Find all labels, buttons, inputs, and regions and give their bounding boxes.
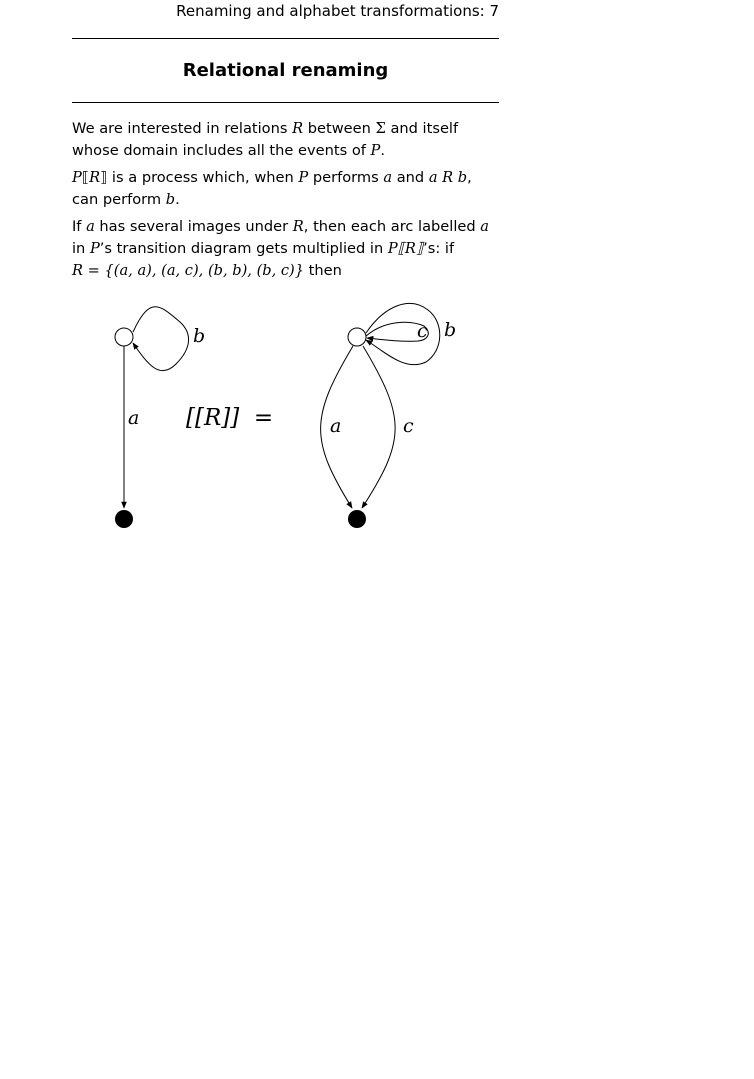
left-label-b: b	[193, 325, 206, 347]
right-final-state	[348, 510, 366, 528]
left-final-state	[115, 510, 133, 528]
math-a: a	[383, 169, 393, 186]
math-a: a	[480, 218, 489, 235]
text: .	[380, 142, 386, 159]
text: then	[304, 262, 342, 279]
math-bracket-open: ⟦	[81, 169, 90, 186]
slide-title: Relational renaming	[182, 60, 389, 81]
text: and itself whose domain includes all the events of	[72, 120, 459, 159]
text: ’s transition diagram gets multiplied in	[99, 240, 388, 257]
text: between	[303, 120, 376, 137]
math-P: P	[72, 169, 82, 186]
text: .	[175, 191, 180, 208]
math-R: R	[292, 120, 304, 137]
math-bracket-close: ⟧	[100, 169, 108, 186]
text: ’s: if	[423, 240, 455, 257]
right-label-c: c	[403, 415, 414, 437]
left-label-a: a	[128, 407, 140, 429]
running-header: Renaming and alphabet transformations: 7	[176, 2, 499, 20]
right-loop-label-b: b	[444, 319, 457, 341]
text: , can perform	[72, 169, 472, 208]
math-P: P	[298, 169, 309, 186]
text: and	[392, 169, 429, 186]
right-initial-state	[348, 328, 366, 346]
math-sigma: Σ	[375, 120, 386, 137]
math-R: R	[292, 218, 304, 235]
math-a: a	[86, 218, 95, 235]
text: , then each arc labelled	[303, 218, 481, 235]
math-formula: R = {(a, a), (a, c), (b, b), (b, c)}	[72, 262, 305, 279]
math-R: R	[89, 169, 101, 186]
math-PR: P⟦R⟧	[387, 240, 424, 257]
math-P: P	[89, 240, 100, 257]
text: has several images under	[94, 218, 293, 235]
math-b: b	[165, 191, 176, 208]
text: If	[72, 218, 87, 235]
renaming-operator: [[R]] =	[186, 405, 274, 431]
text: is a process which, when	[107, 169, 299, 186]
text: performs	[308, 169, 384, 186]
text: in	[72, 240, 90, 257]
right-loop-label-c: c	[417, 320, 428, 342]
math-P: P	[370, 142, 381, 159]
left-initial-state	[115, 328, 133, 346]
left-loop-b	[133, 307, 189, 371]
right-arc-c	[362, 346, 395, 508]
text: We are interested in relations	[72, 120, 293, 137]
right-label-a: a	[330, 415, 342, 437]
math-aRb: a R b	[428, 169, 468, 186]
